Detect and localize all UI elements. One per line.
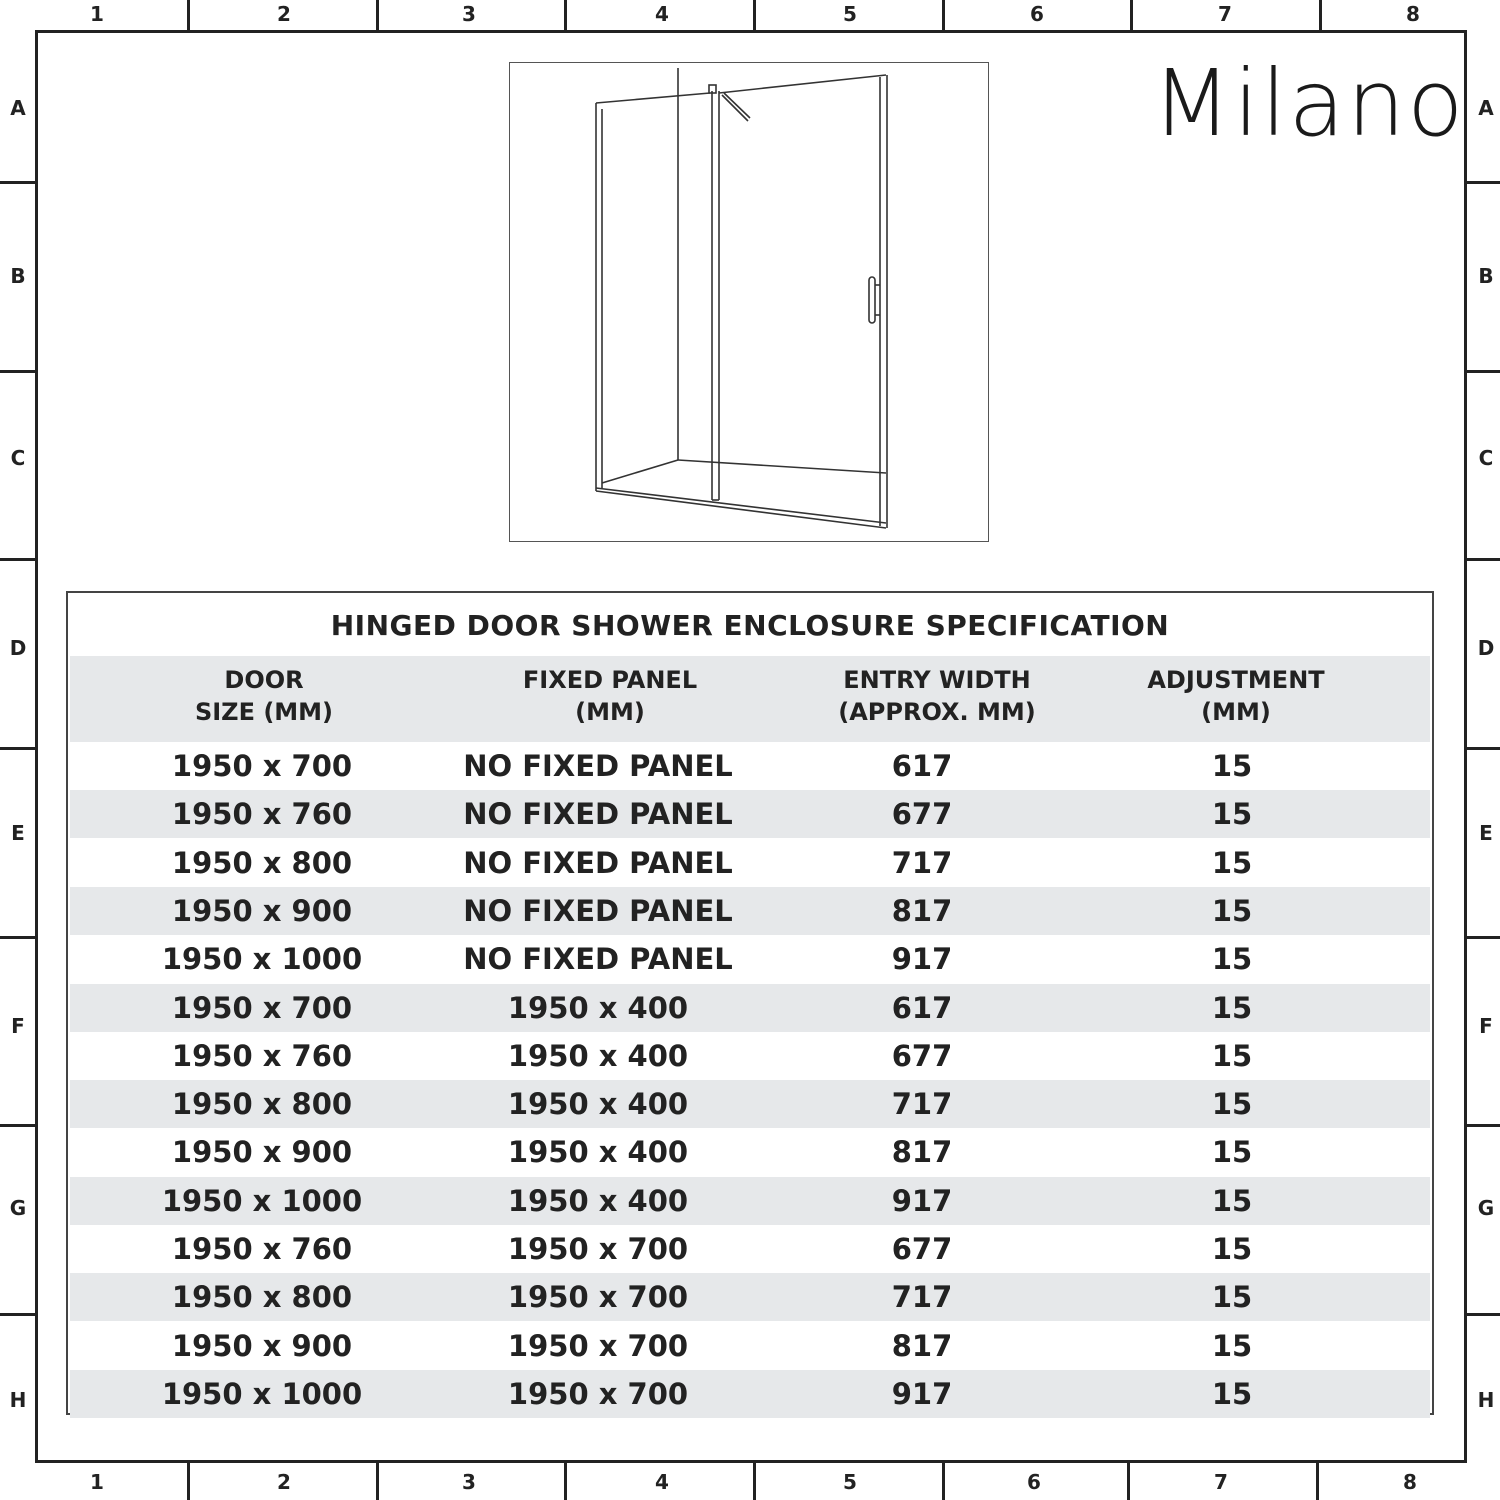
fixed-panel-cell: 1950 x 400 [507,1183,689,1218]
header-line: (APPROX. MM) [838,698,1036,726]
door-size-cell: 1950 x 800 [171,1280,353,1315]
door-size-cell: 1950 x 800 [171,845,353,880]
grid-col-label: 3 [462,1470,476,1494]
grid-row-label: H [9,1388,27,1412]
adjustment-cell: 15 [1211,1038,1253,1073]
entry-width-cell: 717 [891,1087,953,1122]
table-row [70,790,1430,838]
door-size-cell: 1950 x 800 [171,1087,353,1122]
grid-row-label: F [11,1014,25,1038]
adjustment-cell: 15 [1211,1183,1253,1218]
entry-width-cell: 677 [891,1232,953,1266]
grid-row-label: G [1477,1196,1495,1220]
table-row [70,1273,1430,1321]
door-size-cell: 1950 x 700 [171,749,353,783]
fixed-panel-cell: 1950 x 700 [507,1328,689,1363]
header-line: DOOR [224,666,304,694]
fixed-panel-cell: 1950 x 700 [507,1376,689,1411]
door-size-cell: 1950 x 760 [171,797,353,832]
fixed-panel-cell: 1950 x 400 [507,1038,689,1073]
enclosure-drawing [509,62,989,542]
grid-col-label: 8 [1406,2,1420,26]
grid-col-label: 3 [462,2,476,26]
adjustment-cell: 15 [1211,797,1253,832]
grid-row-label: A [1478,96,1494,120]
adjustment-cell: 15 [1211,942,1253,977]
door-size-cell: 1950 x 760 [171,1038,353,1073]
grid-col-label: 4 [655,2,669,26]
table-row [70,1032,1430,1080]
entry-width-cell: 677 [891,797,953,832]
grid-col-label: 6 [1027,1470,1041,1494]
grid-row-label: C [10,446,26,470]
fixed-panel-cell: NO FIXED PANEL [463,749,733,783]
table-row [70,1322,1430,1370]
entry-width-cell: 817 [891,1135,953,1170]
adjustment-cell: 15 [1211,1280,1253,1315]
table-row [70,742,1430,790]
grid-row-label: C [1478,446,1494,470]
table-row [70,1225,1430,1273]
table-row [70,887,1430,935]
door-size-cell: 1950 x 900 [171,893,353,928]
adjustment-cell: 15 [1211,893,1253,928]
grid-row-label: H [1477,1388,1495,1412]
entry-width-cell: 917 [891,942,953,977]
grid-col-label: 8 [1403,1470,1417,1494]
header-line: ADJUSTMENT [1147,666,1325,694]
entry-width-cell: 677 [891,1038,953,1073]
table-header-row [70,656,1430,742]
grid-row-label: G [9,1196,27,1220]
door-size-cell: 1950 x 900 [171,1135,353,1170]
entry-width-cell: 917 [891,1183,953,1218]
grid-row-label: B [1478,264,1494,288]
header-adjustment [1086,664,1386,728]
shower-enclosure-illustration [510,63,987,540]
entry-width-cell: 717 [891,1280,953,1315]
header-line: SIZE (MM) [194,698,334,726]
header-door-size [114,664,414,728]
grid-col-label: 7 [1218,2,1232,26]
grid-col-label: 7 [1214,1470,1228,1494]
header-fixed-panel [460,664,760,728]
grid-col-label: 1 [90,2,104,26]
header-line: FIXED PANEL [522,666,698,694]
grid-col-label: 5 [843,2,857,26]
adjustment-cell: 15 [1211,1232,1253,1266]
fixed-panel-cell: 1950 x 700 [507,1280,689,1315]
header-entry-width [787,664,1087,728]
fixed-panel-cell: NO FIXED PANEL [463,893,733,928]
entry-width-cell: 617 [891,990,953,1025]
header-line: ENTRY WIDTH [843,666,1031,694]
adjustment-cell: 15 [1211,1135,1253,1170]
grid-row-label: D [9,636,27,660]
header-line: (MM) [575,698,645,726]
door-size-cell: 1950 x 900 [171,1328,353,1363]
grid-row-label: F [1479,1014,1493,1038]
specification-table [66,591,1434,1415]
adjustment-cell: 15 [1211,1376,1253,1411]
grid-row-label: E [11,821,25,845]
entry-width-cell: 817 [891,893,953,928]
grid-col-label: 2 [277,2,291,26]
header-line: (MM) [1201,698,1271,726]
entry-width-cell: 817 [891,1328,953,1363]
entry-width-cell: 717 [891,845,953,880]
grid-row-label: B [10,264,26,288]
table-row [70,1128,1430,1176]
table-row [70,935,1430,983]
grid-col-label: 4 [655,1470,669,1494]
door-size-cell: 1950 x 1000 [161,942,363,977]
adjustment-cell: 15 [1211,845,1253,880]
entry-width-cell: 617 [891,749,953,783]
fixed-panel-cell: NO FIXED PANEL [463,942,733,977]
adjustment-cell: 15 [1211,990,1253,1025]
table-row [70,984,1430,1032]
door-size-cell: 1950 x 1000 [161,1183,363,1218]
table-row [70,1370,1430,1418]
grid-col-label: 2 [277,1470,291,1494]
fixed-panel-cell: NO FIXED PANEL [463,797,733,832]
table-title: HINGED DOOR SHOWER ENCLOSURE SPECIFICATION [330,609,1170,642]
milano-logo: Milano [1152,50,1466,157]
grid-row-label: D [1477,636,1495,660]
grid-row-label: E [1479,821,1493,845]
entry-width-cell: 917 [891,1376,953,1411]
fixed-panel-cell: 1950 x 400 [507,990,689,1025]
grid-col-label: 1 [90,1470,104,1494]
fixed-panel-cell: 1950 x 700 [507,1232,689,1266]
fixed-panel-cell: 1950 x 400 [507,1087,689,1122]
table-row [70,1080,1430,1128]
door-size-cell: 1950 x 1000 [161,1376,363,1411]
fixed-panel-cell: 1950 x 400 [507,1135,689,1170]
door-size-cell: 1950 x 700 [171,990,353,1025]
grid-col-label: 6 [1030,2,1044,26]
adjustment-cell: 15 [1211,749,1253,783]
grid-col-label: 5 [843,1470,857,1494]
table-row [70,1177,1430,1225]
table-row [70,839,1430,887]
door-size-cell: 1950 x 760 [171,1232,353,1266]
grid-row-label: A [10,96,26,120]
fixed-panel-cell: NO FIXED PANEL [463,845,733,880]
adjustment-cell: 15 [1211,1087,1253,1122]
adjustment-cell: 15 [1211,1328,1253,1363]
